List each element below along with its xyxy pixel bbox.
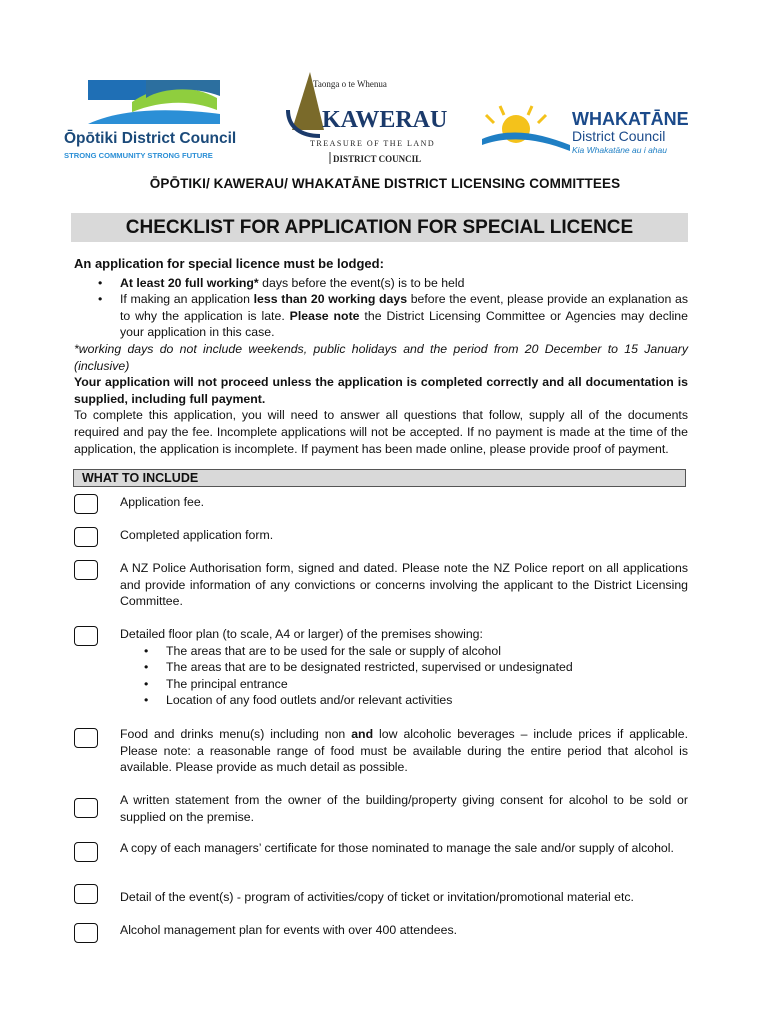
checkbox-police-authorisation[interactable] [74, 560, 98, 580]
deadline-item-1: • At least 20 full working* days before the event(s) is to be held [120, 275, 688, 292]
kawerau-council-logo [280, 70, 465, 165]
floor-plan-requirements [74, 643, 688, 709]
opotiki-logo-block [88, 80, 146, 100]
checklist-item-police-authorisation: A NZ Police Authorisation form, signed and dated. Please note the NZ Police report on all applications and provide information of any convictions or concerns involving the applicant to the District Licensing Committee. [74, 560, 688, 610]
checklist-item-application-form: Completed application form. [74, 527, 688, 544]
checkbox-application-form[interactable] [74, 527, 98, 547]
whakatane-council-logo [480, 105, 695, 160]
whakatane-logo-wave [482, 132, 570, 151]
kawerau-logo-sub2: DISTRICT COUNCIL [333, 154, 422, 164]
document-title: CHECKLIST FOR APPLICATION FOR SPECIAL LICENCE [71, 213, 688, 242]
opotiki-council-logo [62, 78, 252, 166]
checklist-item-managers-certificate: A copy of each managers’ certificate for those nominated to manage the sale and/or supply of alcohol. [74, 840, 688, 857]
kawerau-logo-top: Taonga o te Whenua [313, 79, 387, 89]
whakatane-logo-name: WHAKATĀNE [572, 109, 689, 129]
checkbox-owner-consent[interactable] [74, 798, 98, 818]
what-to-include-heading: WHAT TO INCLUDE [73, 469, 686, 487]
checklist-item-floor-plan: Detailed floor plan (to scale, A4 or larger) of the premises showing: • The areas that are to be used for the sale or supply of alcohol • The areas that are to be designated restricted, supervised or undesignated • The principal entrance • Location of any food outlets and/or relevant activities [74, 626, 688, 709]
logo-strip [0, 70, 770, 165]
floor-plan-requirement: • The areas that are to be used for the sale or supply of alcohol [166, 643, 688, 660]
floor-plan-requirement: • The principal entrance [166, 676, 688, 693]
intro-lead: An application for special licence must be lodged: [74, 256, 384, 271]
checkbox-alcohol-management-plan[interactable] [74, 923, 98, 943]
checklist-item-food-menu: Food and drinks menu(s) including non and low alcoholic beverages – include prices if applicable. Please note: a reasonable range of food must be available during the entire period that alcohol is available. Please provide as much detail as possible. [74, 726, 688, 776]
completion-warning: Your application will not proceed unless the application is completed correctly and all documentation is supplied, including full payment. [74, 375, 688, 406]
checklist-item-application-fee: Application fee. [74, 494, 688, 511]
kawerau-logo-sub1: TREASURE OF THE LAND [310, 139, 436, 148]
floor-plan-requirement: • Location of any food outlets and/or relevant activities [166, 692, 688, 709]
checklist-item-alcohol-management-plan: Alcohol management plan for events with over 400 attendees. [74, 922, 688, 939]
working-days-footnote: *working days do not include weekends, public holidays and the period from 20 December to 15 January (inclusive) [74, 341, 688, 373]
org-title: ŌPŌTIKI/ KAWERAU/ WHAKATĀNE DISTRICT LICENSING COMMITTEES [149, 176, 621, 191]
opotiki-logo-tagline: STRONG COMMUNITY STRONG FUTURE [64, 151, 213, 160]
opotiki-logo-wave [88, 110, 220, 124]
checkbox-application-fee[interactable] [74, 494, 98, 514]
instructions-paragraph: To complete this application, you will need to answer all questions that follow, supply all of the documents required and pay the fee. Incomplete applications will not be accepted. If no payment is made at the time of the application, the application is incomplete. If payment has been made online, please provide proof of payment. [74, 408, 688, 456]
whakatane-logo-sub2: Kia Whakatāne au i ahau [572, 145, 667, 155]
floor-plan-requirement: • The areas that are to be designated restricted, supervised or undesignated [166, 659, 688, 676]
deadline-item-2: • If making an application less than 20 working days before the event, please provide an explanation as to why the application is late. Please note the District Licensing Committee or Agencies may decline your application in this case. [120, 291, 688, 341]
deadline-list [74, 275, 688, 341]
checkbox-floor-plan[interactable] [74, 626, 98, 646]
intro-section [74, 256, 688, 457]
opotiki-logo-name: Ōpōtiki District Council [64, 130, 237, 147]
checklist-item-owner-consent: A written statement from the owner of the building/property giving consent for alcohol to be sold or supplied on the premise. [74, 792, 688, 825]
whakatane-logo-sub1: District Council [572, 128, 666, 144]
checkbox-food-menu[interactable] [74, 728, 98, 748]
checklist-item-event-detail: Detail of the event(s) - program of activities/copy of ticket or invitation/promotional material etc. [74, 889, 688, 906]
checkbox-event-detail[interactable] [74, 884, 98, 904]
kawerau-logo-name: KAWERAU [322, 107, 448, 133]
checkbox-managers-certificate[interactable] [74, 842, 98, 862]
